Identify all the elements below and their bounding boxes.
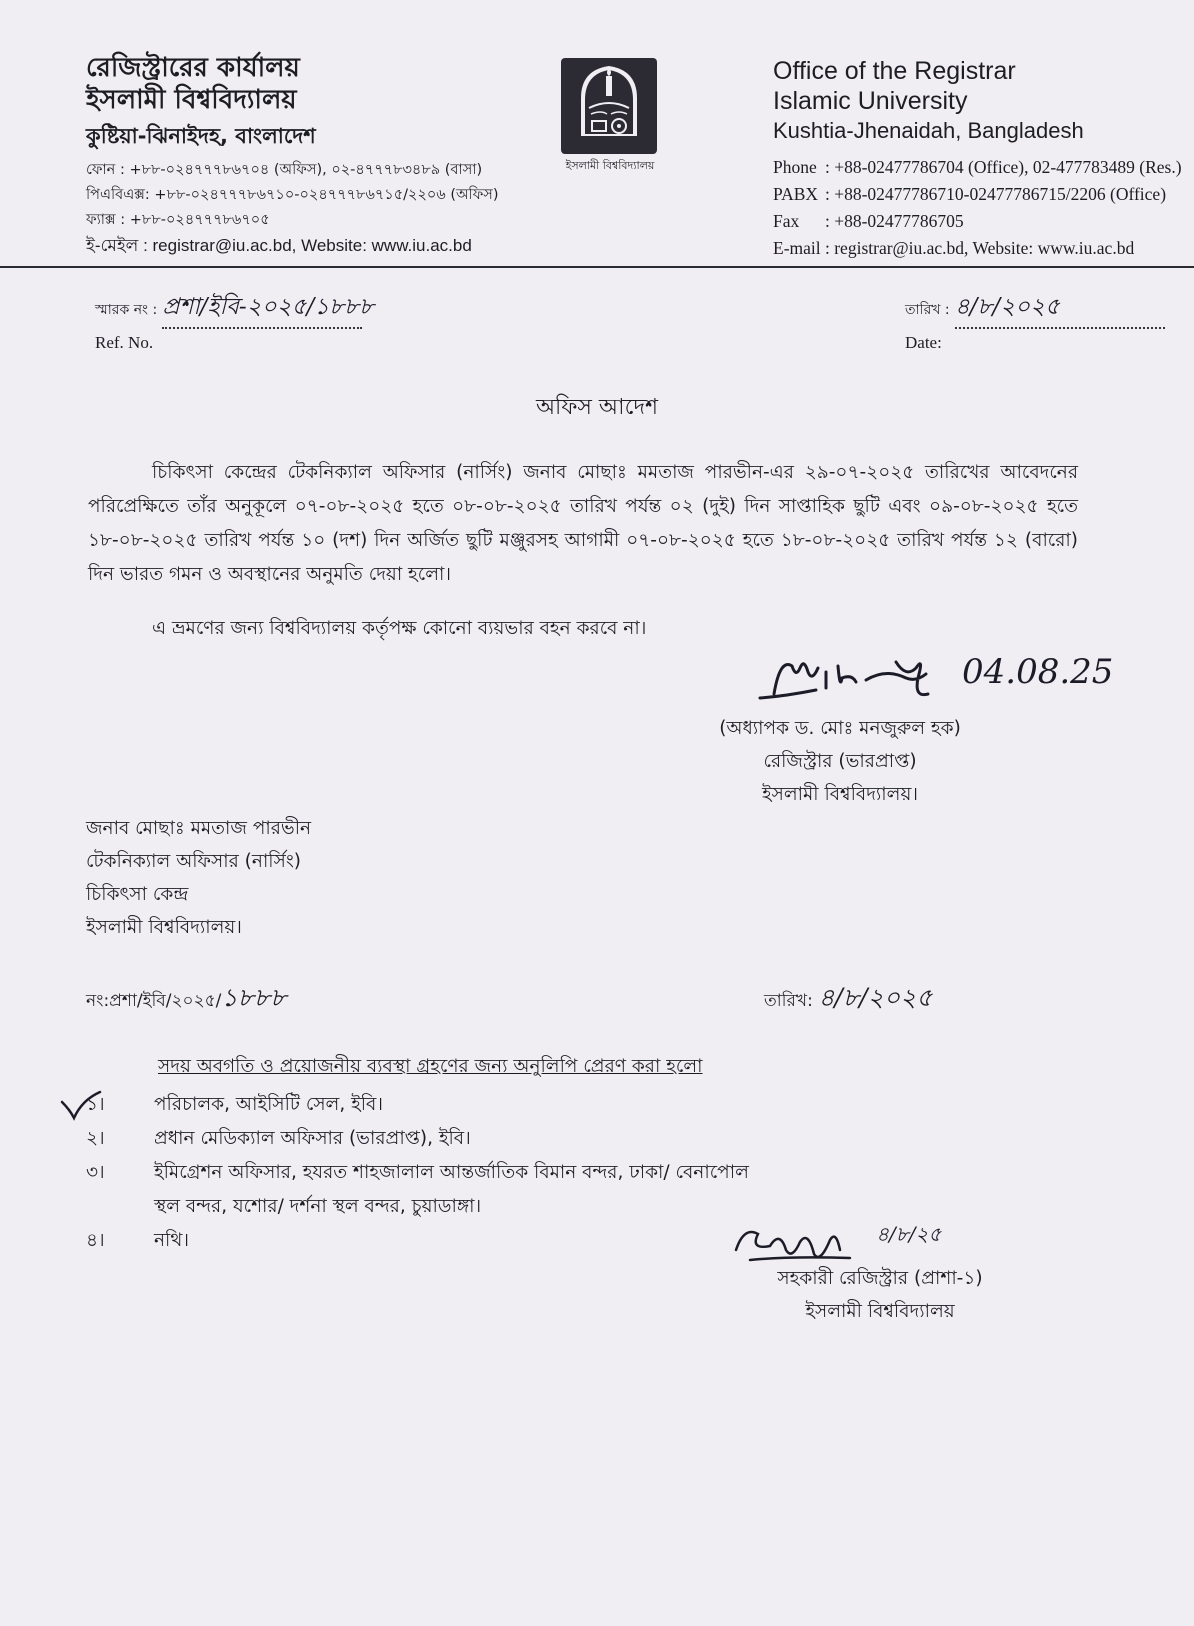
fax-en <box>773 208 1188 235</box>
recipient-department: চিকিৎসা কেন্দ্র <box>86 884 189 905</box>
memo-number-handwritten: ১৮৮৮ <box>221 983 287 1012</box>
memo-prefix: নং:প্রশা/ইবি/২০২৫/ <box>86 991 222 1011</box>
cc-item-text: প্রধান মেডিক্যাল অফিসার (ভারপ্রাপ্ত), ইবি। <box>154 1128 471 1149</box>
order-body-paragraph: চিকিৎসা কেন্দ্রের টেকনিক্যাল অফিসার (নার্সিং) জনাব মোছাঃ মমতাজ পারভীন-এর ২৯-০৭-২০২৫ তারিখের আবেদনের পরিপ্রেক্ষিতে তাঁর অনুকূলে ০৭-০৮-২০২৫ হতে ০৮-০৮-২০২৫ তারিখ পর্যন্ত ০২ (দুই) দিন সাপ্তাহিক ছুটি এবং ০৯-০৮-২০২৫ হতে ১৮-০৮-২০২৫ তারিখ পর্যন্ত ১০ (দশ) দিন অর্জিত ছুটি মঞ্জুরসহ আগামী ০৭-০৮-২০২৫ হতে ১৮-০৮-২০২৫ তারিখ পর্যন্ত ১২ (বারো) দিন ভারত গমন ও অবস্থানের অনুমতি দেয়া হলো। <box>88 462 1078 585</box>
registrar-designation: রেজিস্ট্রার (ভারপ্রাপ্ত) <box>763 751 917 772</box>
issue-date <box>905 288 1165 353</box>
date-value: ৪/৮/২০২৫ <box>955 288 1165 329</box>
recipient-institution: ইসলামী বিশ্ববিদ্যালয়। <box>86 917 242 938</box>
assistant-signature-date: ৪/৮/২৫ <box>876 1222 942 1246</box>
cc-item-text: ইমিগ্রেশন অফিসার, হযরত শাহজালাল আন্তর্জাতিক বিমান বন্দর, ঢাকা/ বেনাপোল স্থল বন্দর, যশোর/ দর্শনা স্থল বন্দর, চুয়াডাঙ্গা। <box>154 1162 749 1217</box>
cc-item-number: ২। <box>86 1128 105 1149</box>
logo-caption: ইসলামী বিশ্ববিদ্যালয় <box>565 159 655 172</box>
registrar-signature-block <box>680 712 1000 811</box>
location-bn: কুষ্টিয়া-ঝিনাইদহ, বাংলাদেশ <box>86 124 316 148</box>
recipient-name: জনাব মোছাঃ মমতাজ পারভীন <box>86 818 312 839</box>
memo-date <box>764 978 932 1021</box>
recipient-address <box>86 812 311 944</box>
cc-list <box>86 1088 774 1258</box>
list-item <box>86 1156 774 1224</box>
assistant-registrar-designation: সহকারী রেজিস্ট্রার (প্রাশা-১) <box>777 1268 983 1289</box>
date-label-en: Date: <box>905 333 942 352</box>
office-title-bn: রেজিস্ট্রারের কার্যালয় <box>86 53 300 83</box>
phone-en <box>773 154 1188 181</box>
office-title-en: Office of the Registrar <box>773 57 1016 85</box>
phone-label-en: Phone <box>773 157 817 177</box>
reference-number <box>95 288 374 353</box>
cc-item-number: ৩। <box>86 1162 105 1183</box>
letterhead-divider <box>0 266 1194 268</box>
logo-emblem <box>561 58 657 154</box>
pabx-bn: পিএবিএক্স: +৮৮-০২৪৭৭৭৮৬৭১০-০২৪৭৭৭৮৬৭১৫/২২০৬ (অফিস) <box>86 187 499 203</box>
university-logo <box>551 58 669 176</box>
assistant-registrar-block <box>720 1262 1040 1328</box>
registrar-institution: ইসলামী বিশ্ববিদ্যালয়। <box>762 784 918 805</box>
ref-label-en: Ref. No. <box>95 333 154 352</box>
phone-bn: ফোন : +৮৮-০২৪৭৭৭৮৬৭০৪ (অফিস), ০২-৪৭৭৭৮৩৪৮৯ (বাসা) <box>86 162 483 178</box>
email-en: E-mail : registrar@iu.ac.bd, Website: www.iu.ac.bd <box>773 238 1135 258</box>
letterhead-bangla <box>86 52 526 259</box>
memo-date-label: তারিখ: <box>764 991 813 1011</box>
registrar-name: (অধ্যাপক ড. মোঃ মনজুরুল হক) <box>719 718 961 739</box>
location-en: Kushtia-Jhenaidah, Bangladesh <box>773 118 1084 143</box>
date-label-bn: তারিখ : <box>905 302 950 318</box>
university-name-bn: ইসলামী বিশ্ববিদ্যালয় <box>86 85 297 115</box>
memo-date-handwritten: ৪/৮/২০২৫ <box>818 983 933 1012</box>
list-item <box>86 1088 774 1122</box>
phone-value-en: : +88-02477786704 (Office), 02-477783489 (Res.) <box>825 157 1182 177</box>
fax-label-en: Fax <box>773 211 800 231</box>
pabx-en <box>773 181 1188 208</box>
cc-heading: সদয় অবগতি ও প্রয়োজনীয় ব্যবস্থা গ্রহণের জন্য অনুলিপি প্রেরণ করা হলো <box>158 1056 703 1077</box>
ref-value: প্রশা/ইবি-২০২৫/১৮৮৮ <box>162 288 362 329</box>
cc-item-number: ৪। <box>86 1230 105 1251</box>
list-item <box>86 1224 774 1258</box>
recipient-designation: টেকনিক্যাল অফিসার (নার্সিং) <box>86 851 301 872</box>
pabx-label-en: PABX <box>773 184 819 204</box>
fax-bn: ফ্যাক্স : +৮৮-০২৪৭৭৭৮৬৭০৫ <box>86 212 270 228</box>
assistant-registrar-institution: ইসলামী বিশ্ববিদ্যালয় <box>805 1301 955 1322</box>
fax-value-en: : +88-02477786705 <box>825 211 964 231</box>
registrar-signature <box>756 638 1116 710</box>
letterhead-english <box>773 56 1188 262</box>
cc-item-number: ১। <box>86 1094 105 1115</box>
email-bn: ই-মেইল : registrar@iu.ac.bd, Website: www.iu.ac.bd <box>86 236 472 255</box>
pabx-value-en: : +88-02477786710-02477786715/2206 (Office) <box>825 184 1167 204</box>
order-title: অফিস আদেশ <box>535 395 659 420</box>
memo-number <box>86 978 286 1021</box>
list-item <box>86 1122 774 1156</box>
cc-item-text: নথি। <box>154 1230 189 1251</box>
registrar-signature-date: 04.08.25 <box>962 652 1114 692</box>
university-name-en: Islamic University <box>773 87 968 115</box>
expense-note: এ ভ্রমণের জন্য বিশ্ববিদ্যালয় কর্তৃপক্ষ কোনো ব্যয়ভার বহন করবে না। <box>152 618 647 639</box>
cc-item-text: পরিচালক, আইসিটি সেল, ইবি। <box>154 1094 383 1115</box>
ref-label-bn: স্মারক নং : <box>95 302 158 318</box>
